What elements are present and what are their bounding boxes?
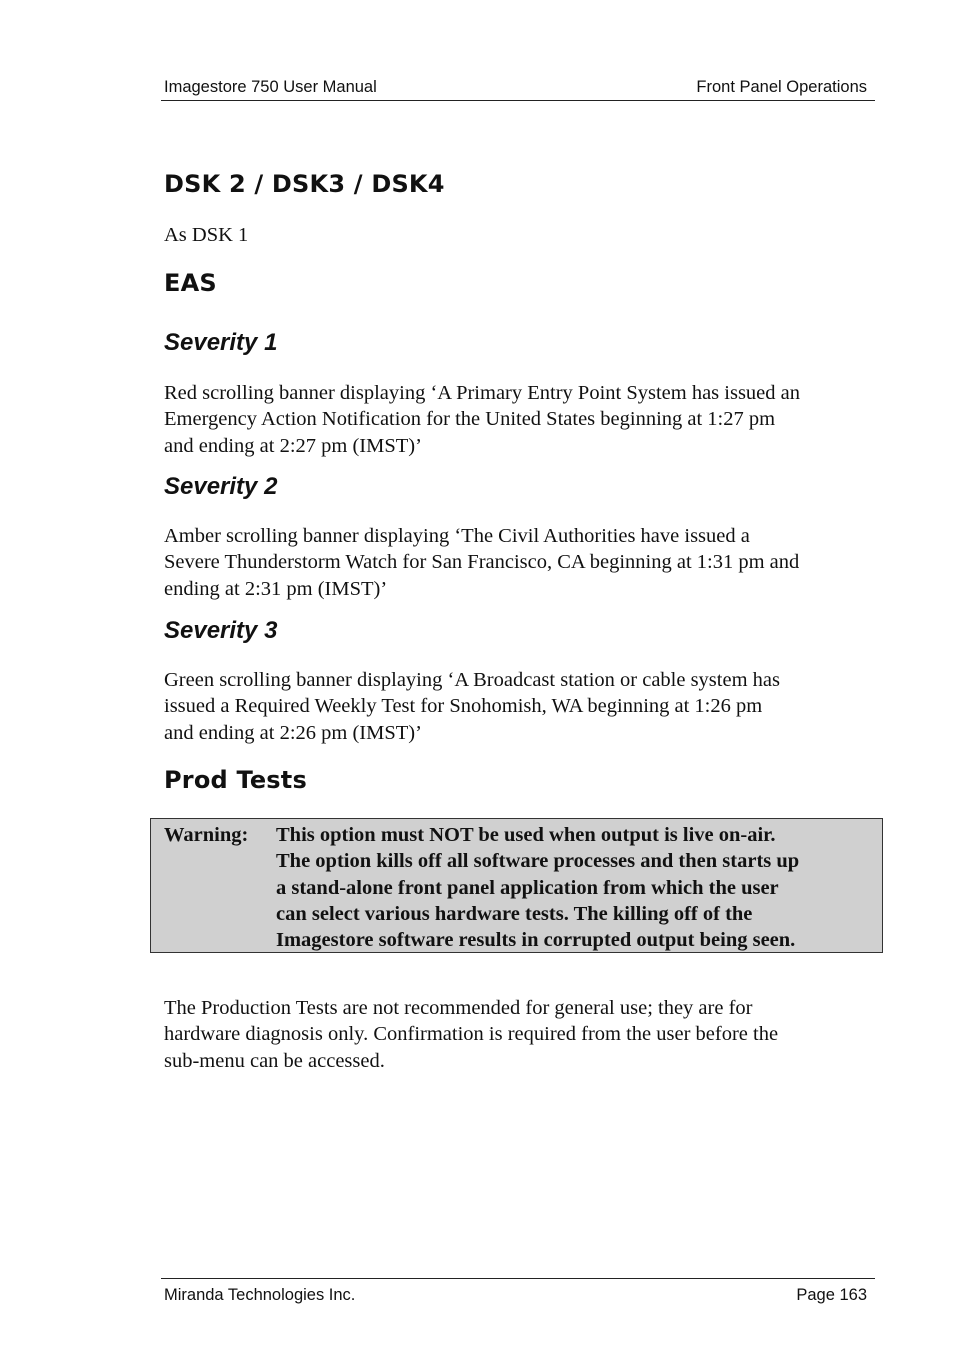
severity-1-body	[164, 380, 876, 459]
header-section-title: Front Panel Operations	[696, 78, 867, 96]
severity-2-line: Amber scrolling banner displaying ‘The Civil Authorities have issued a	[164, 525, 750, 547]
warning-text	[276, 822, 876, 953]
severity-1-line: and ending at 2:27 pm (IMST)’	[164, 434, 422, 457]
severity-3-line: and ending at 2:26 pm (IMST)’	[164, 721, 422, 744]
severity-2-body	[164, 523, 876, 602]
header-manual-title: Imagestore 750 User Manual	[164, 78, 377, 96]
page-header	[161, 76, 875, 101]
footer-page-number: Page 163	[796, 1286, 867, 1304]
warning-label: Warning:	[164, 824, 249, 846]
prod-tests-heading: Prod Tests	[164, 766, 307, 794]
prod-tests-line: hardware diagnosis only. Confirmation is required from the user before the	[164, 1023, 779, 1046]
dsk-body: As DSK 1	[164, 224, 249, 246]
warning-line: Imagestore software results in corrupted output being seen.	[276, 929, 796, 952]
severity-1-heading: Severity 1	[164, 329, 278, 356]
warning-line: can select various hardware tests. The killing off of the	[276, 902, 753, 925]
severity-3-heading: Severity 3	[164, 617, 278, 644]
severity-3-line: issued a Required Weekly Test for Snohomish, WA beginning at 1:26 pm	[164, 695, 763, 718]
warning-box	[150, 818, 883, 953]
severity-2-line: ending at 2:31 pm (IMST)’	[164, 577, 388, 600]
warning-line: The option kills off all software processes and then starts up	[276, 850, 800, 873]
severity-3-body	[164, 667, 876, 746]
page-footer	[161, 1278, 875, 1309]
prod-tests-line: sub-menu can be accessed.	[164, 1049, 385, 1072]
prod-tests-body	[164, 995, 876, 1074]
severity-1-line: Red scrolling banner displaying ‘A Primary Entry Point System has issued an	[164, 382, 801, 404]
severity-2-line: Severe Thunderstorm Watch for San Francisco, CA beginning at 1:31 pm and	[164, 551, 800, 574]
severity-3-line: Green scrolling banner displaying ‘A Broadcast station or cable system has	[164, 669, 780, 691]
eas-heading: EAS	[164, 269, 217, 297]
footer-company: Miranda Technologies Inc.	[164, 1286, 356, 1304]
severity-1-line: Emergency Action Notification for the United States beginning at 1:27 pm	[164, 408, 776, 431]
dsk-heading: DSK 2 / DSK3 / DSK4	[164, 170, 445, 198]
prod-tests-line: The Production Tests are not recommended for general use; they are for	[164, 997, 753, 1019]
severity-2-heading: Severity 2	[164, 473, 278, 500]
warning-line: This option must NOT be used when output is live on-air.	[276, 824, 776, 846]
warning-line: a stand-alone front panel application from which the user	[276, 876, 779, 899]
